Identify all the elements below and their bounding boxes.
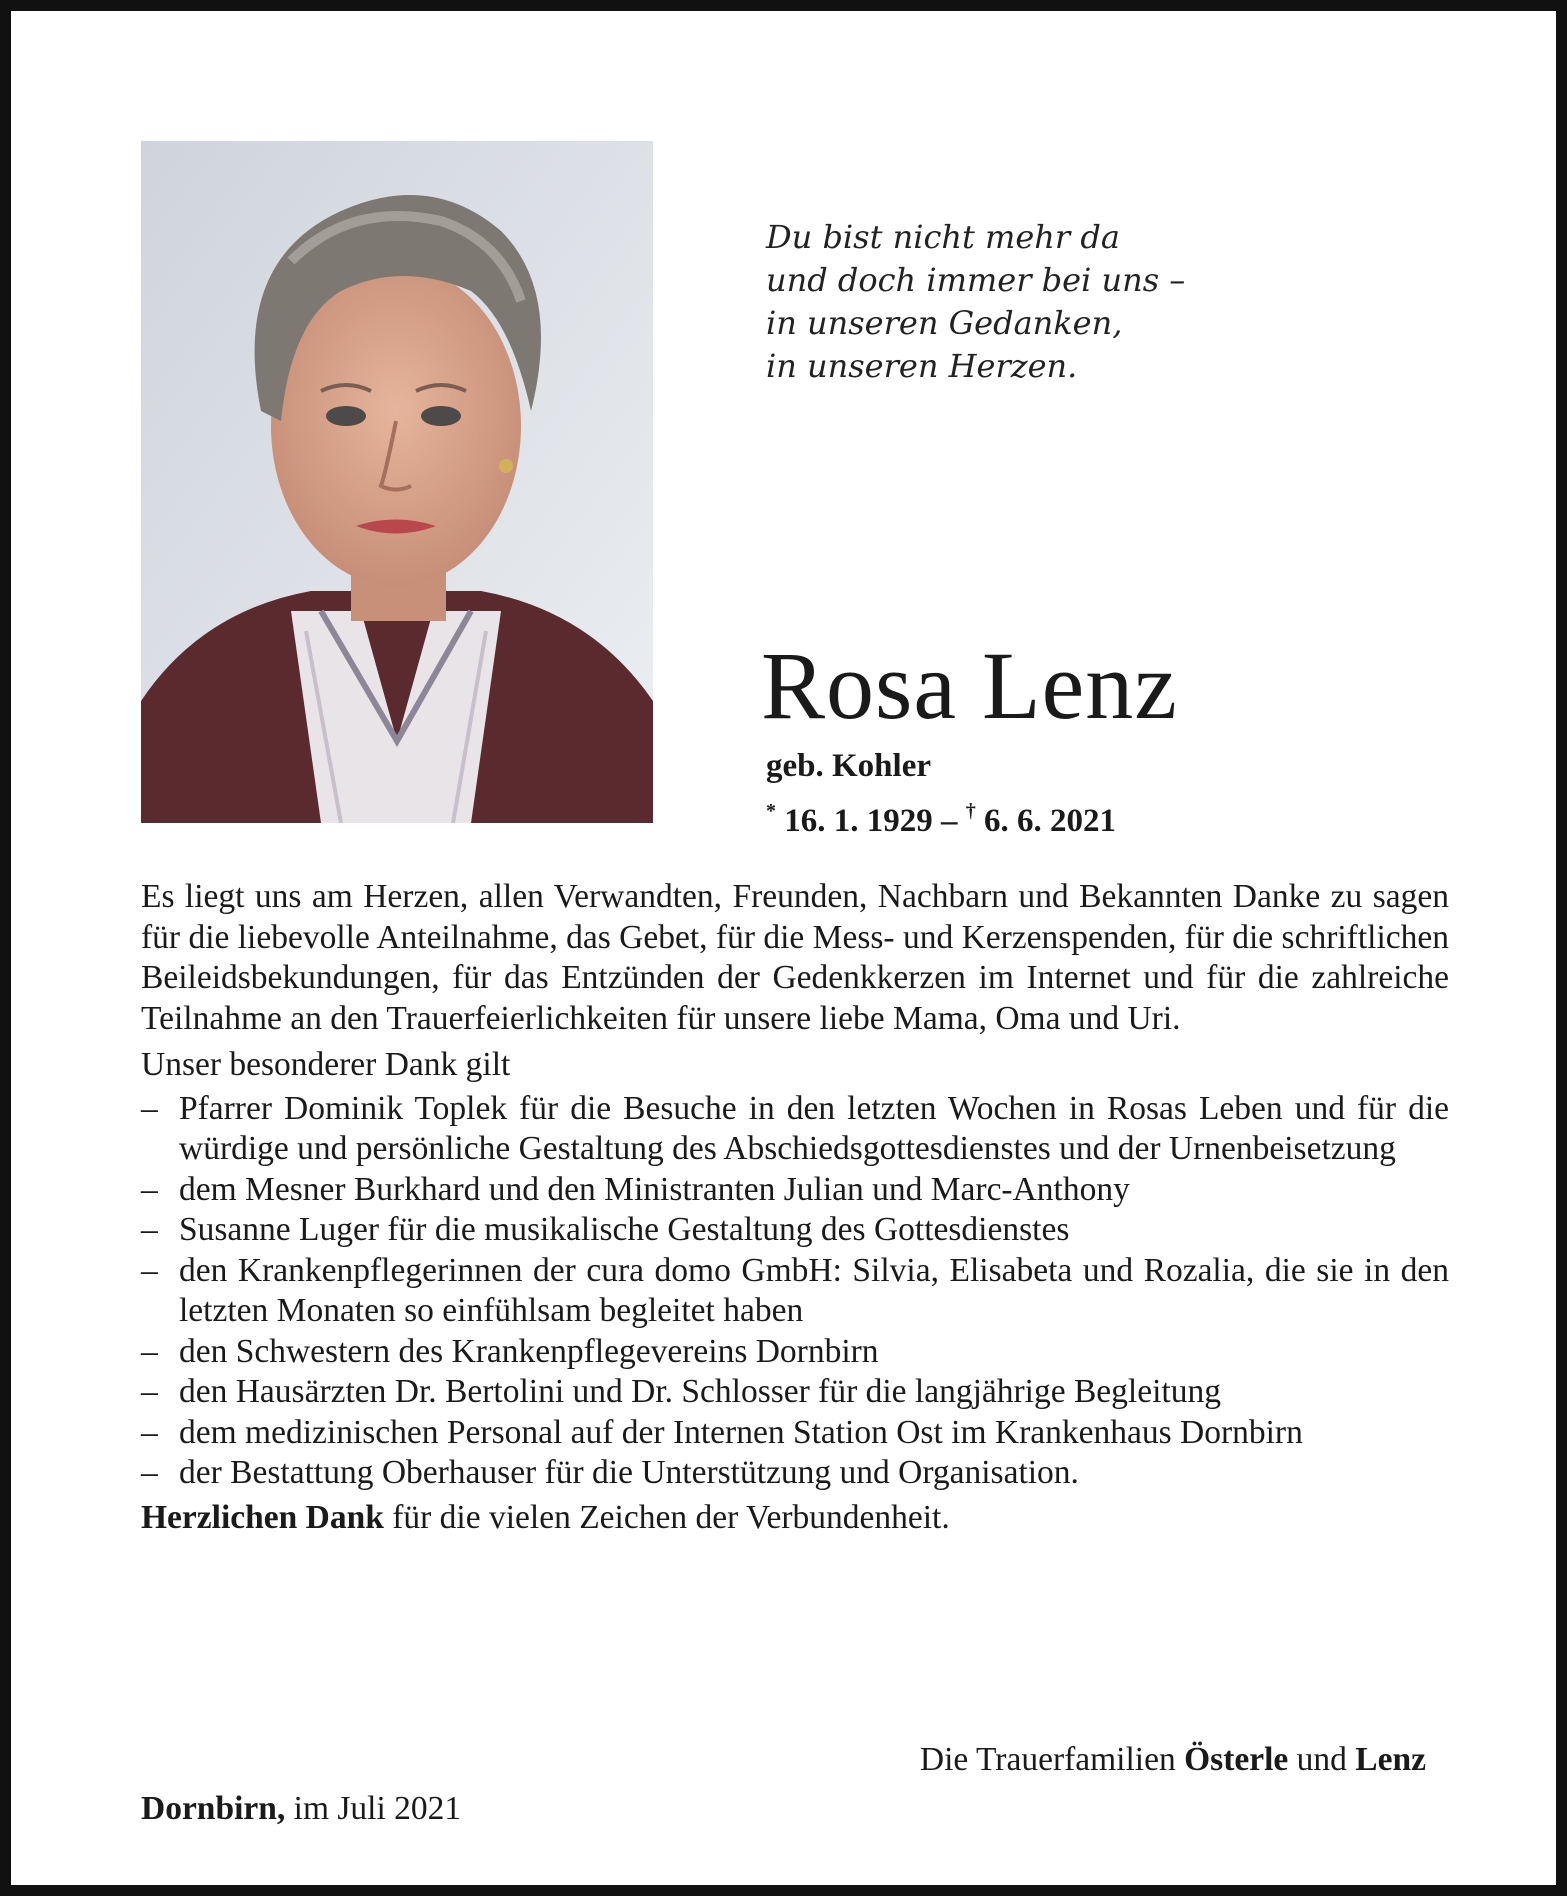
verse-line: in unseren Gedanken,: [766, 304, 1123, 342]
dash: –: [141, 1373, 158, 1410]
life-dates: [766, 791, 1116, 841]
dash: –: [141, 1211, 158, 1248]
list-item: [141, 1453, 1449, 1494]
maiden-name: geb. Kohler: [766, 748, 931, 784]
list-item-text: den Hausärzten Dr. Bertolini und Dr. Schlosser für die langjährige Begleitung: [179, 1373, 1221, 1410]
thanks-text: [141, 877, 1449, 1538]
thanks-list: [141, 1089, 1449, 1494]
signoff-prefix: Die Trauerfamilien: [919, 1741, 1185, 1778]
list-item: [141, 1332, 1449, 1373]
dash: –: [141, 1170, 158, 1208]
dash: –: [141, 1251, 158, 1289]
verse-line: und doch immer bei uns –: [766, 261, 1186, 299]
special-thanks-intro: Unser besonderer Dank gilt: [141, 1046, 511, 1083]
list-item-text: dem Mesner Burkhard und den Ministranten Julian und Marc-Anthony: [179, 1170, 1130, 1208]
list-item: [141, 1170, 1449, 1211]
dash: –: [141, 1454, 158, 1491]
closing-rest: für die vielen Zeichen der Verbundenheit.: [383, 1498, 950, 1536]
list-item: [141, 1372, 1449, 1413]
verse-line: Du bist nicht mehr da: [766, 218, 1120, 256]
family-name-1: Österle: [1184, 1741, 1289, 1778]
death-date: 6. 6. 2021: [984, 803, 1116, 839]
list-item-text: den Krankenpflegerinnen der cura domo GmbH: Silvia, Elisabeta und Rozalia, die sie in den letzten Monaten so einfühlsam begleitet haben: [179, 1251, 1449, 1329]
list-item: [141, 1210, 1449, 1251]
list-item-text: Susanne Luger für die musikalische Gestaltung des Gottesdienstes: [179, 1211, 1070, 1248]
place-city: Dornbirn,: [141, 1790, 286, 1827]
family-signoff: [920, 1740, 1426, 1780]
signoff-joiner: und: [1288, 1741, 1356, 1778]
verse-line: in unseren Herzen.: [766, 347, 1078, 385]
portrait-illustration: [141, 141, 653, 823]
dash: –: [141, 1332, 158, 1370]
deceased-name: Rosa Lenz: [761, 632, 1178, 739]
death-symbol: †: [965, 800, 976, 822]
list-item: [141, 1089, 1449, 1170]
dash: –: [141, 1089, 158, 1127]
closing-bold: Herzlichen Dank: [141, 1498, 384, 1536]
birth-symbol: *: [766, 800, 776, 822]
place-and-date: [141, 1789, 461, 1829]
place-date: im Juli 2021: [285, 1790, 462, 1827]
portrait-photo: [141, 141, 653, 823]
list-item: [141, 1251, 1449, 1332]
list-item-text: der Bestattung Oberhauser für die Unterstützung und Organisation.: [179, 1454, 1079, 1491]
birth-date: 16. 1. 1929: [784, 803, 933, 839]
thanks-paragraph: Es liegt uns am Herzen, allen Verwandten, Freunden, Nachbarn und Bekannten Danke zu sagen für die liebevolle Anteilnahme, das Gebet, für die Mess- und Kerzenspenden, für die schriftlichen Beileidsbekundungen, für das Entzünden der Gedenkkerzen im Internet und für die zahlreiche Teilnahme an den Trauerfeierlichkeiten für unsere liebe Mama, Oma und Uri.: [141, 878, 1449, 1037]
list-item-text: Pfarrer Dominik Toplek für die Besuche in den letzten Wochen in Rosas Leben und für die würdige und persönliche Gestaltung des Abschiedsgottesdienstes und der Urnenbeisetzung: [179, 1089, 1449, 1167]
family-name-2: Lenz: [1355, 1741, 1426, 1778]
list-item-text: den Schwestern des Krankenpflegevereins Dornbirn: [179, 1332, 879, 1370]
closing-line: [141, 1498, 1449, 1539]
memorial-verse: [766, 216, 1326, 388]
date-separator: –: [932, 803, 966, 839]
list-item-text: dem medizinischen Personal auf der Internen Station Ost im Krankenhaus Dornbirn: [179, 1413, 1303, 1451]
list-item: [141, 1413, 1449, 1454]
dash: –: [141, 1413, 158, 1451]
